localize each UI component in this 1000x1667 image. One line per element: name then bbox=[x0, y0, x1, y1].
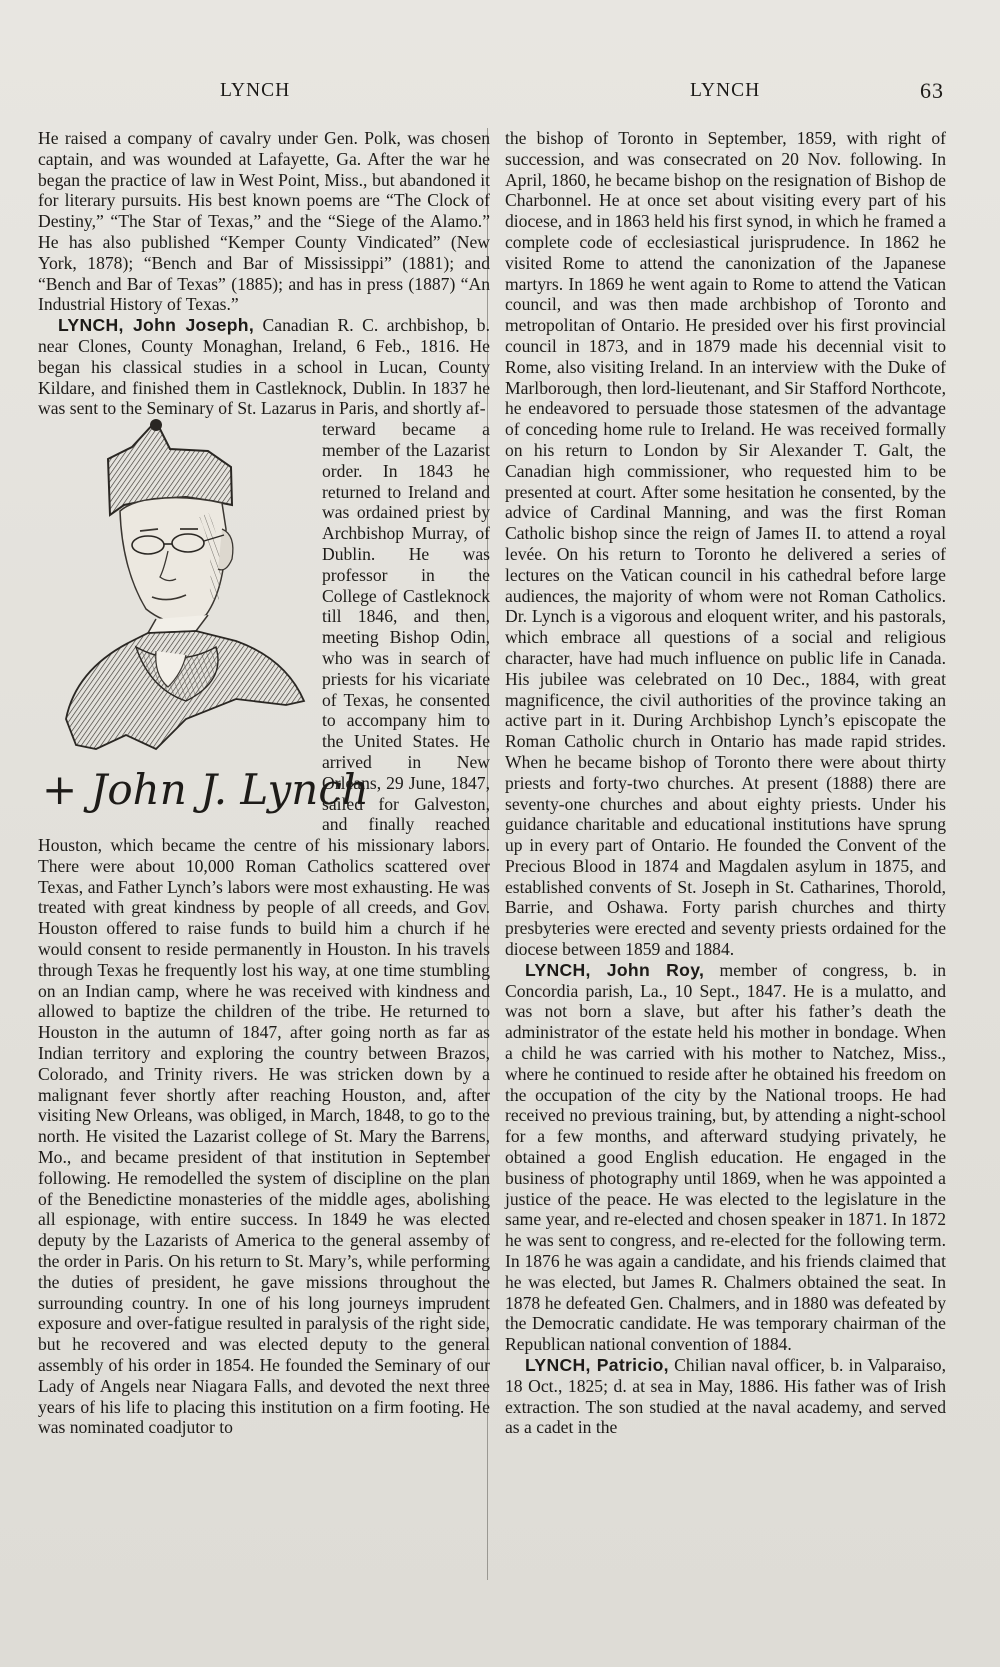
headword: LYNCH, John Roy, bbox=[525, 959, 705, 980]
entry-text-continued: terward became a member of the Lazarist order. In 1843 he returned to Ireland and was ordained priest by Archbishop Murray, of Dublin. He was professor in the College of Castleknock till 1846, and then, meeting Bishop Odin, who was in search of priests for his vicariate of Texas, he consented to accompany him to the United States. He arrived in New Orleans, 29 June, 1847, sailed for Galveston, and finally reached Houston, which became the centre of his missionary labors. There were about 10,000 Roman Catholics scattered over Texas, and Father Lynch’s labors were most exhausting. He was treated with great kindness by people of all creeds, and Gov. Houston offered to raise funds to build him a church if he would consent to reside permanently in Houston. In his travels through Texas he frequently lost his way, at one time stumbling on an Indian camp, where he was received with kindness and allowed to baptize the children of the tribe. He returned to Houston in the autumn of 1847, after going north as far as Indian territory and exploring the country between Brazos, Colorado, and Trinity rivers. He was stricken down by a malignant fever shortly after reaching Houston, and, after visiting New Orleans, was obliged, in March, 1848, to go to the north. He visited the Lazarist college of St. Mary the Barrens, Mo., and became president of that institution in September following. He remodelled the system of discipline on the plan of the Benedictine monasteries of the middle ages, abolishing all espionage, with entire success. In 1849 he was elected deputy by the Lazarists of America to the general assemby of the order in Paris. On his return to St. Mary’s, while performing the duties of president, he gave missions throughout the surrounding country. In one of his long journeys imprudent exposure and over-fatigue resulted in paralysis of the right side, but he recovered and was elected deputy to the general assembly of his order in 1854. He founded the Seminary of our Lady of Angels near Niagara Falls, and devoted the next three years of his life to placing this institution on a firm footing. He was nominated coadjutor to bbox=[38, 419, 490, 1438]
headword: LYNCH, John Joseph, bbox=[58, 315, 255, 336]
left-column bbox=[38, 128, 490, 1438]
right-column bbox=[505, 128, 946, 1438]
entry-continuation: He raised a company of cavalry under Gen. Polk, was chosen captain, and was wounded at Lafayette, Ga. After the war he began the practice of law in West Point, Miss., but abandoned it for literary pursuits. His best known poems are “The Clock of Destiny,” “The Star of Texas,” and the “Siege of the Alamo.” He has also published “Kemper County Vindicated” (New York, 1878); “Bench and Bar of Mississippi” (1881); and “Bench and Bar of Texas” (1885); and has in press (1887) “An Industrial History of Texas.” bbox=[38, 128, 490, 315]
entry-text: Canadian R. C. archbishop, b. near Clones, County Monaghan, Ireland, 6 Feb., 1816. He began his classical studies in a school in Lucan, County Kildare, and finished them in Castleknock, Dublin. In 1837 he was sent to the Seminary of St. Lazarus in Paris, and shortly af- bbox=[38, 315, 491, 419]
entry-lynch-john-joseph bbox=[38, 315, 490, 419]
entry-text-continued: the bishop of Toronto in September, 1859, with right of succession, and was consecrated on 20 Nov. following. In April, 1860, he became bishop on the resignation of Bishop de Charbonnel. He at once set about visiting every part of his diocese, and in 1863 held his first synod, in which he framed a complete code of ecclesiastical jurisprudence. In 1862 he visited Rome to attend the canonization of the Japanese martyrs. In 1869 he went again to Rome to attend the Vatican council, and was then made archbishop of Toronto and metropolitan of Ontario. He presided over his first provincial council in 1873, and in 1879 made his decennial visit to Rome, also visiting Ireland. In an interview with the Duke of Marlborough, then lord-lieutenant, and Sir Stafford Northcote, he endeavored to persuade those statesmen of the advantage of conceding home rule to Ireland. He was received formally on his return to London by Sir Alexander T. Galt, the Canadian high commissioner, who requested him to be presented at court. After some hesitation he consented, by the advice of Cardinal Manning, and was the first Roman Catholic bishop since the reign of James II. to attend a royal levée. On his return to Toronto he delivered a series of lectures on the Vatican council in his cathedral before large audiences, the majority of whom were not Roman Catholics. Dr. Lynch is a vigorous and eloquent writer, and his pastorals, which embrace all questions of a social and religious character, have had much influence on public life in Canada. His jubilee was celebrated on 10 Dec., 1884, with great magnificence, the civil authorities of the province taking an active part in it. During Archbishop Lynch’s episcopate the Roman Catholic church in Ontario has made rapid strides. When he became bishop of Toronto there were about thirty priests and forty-two churches. At present (1888) there are seventy-one churches and about eighty priests. Under his guidance charitable and educational institutions have sprung up in every part of Ontario. He founded the Convent of the Precious Blood in 1874 and Magdalen asylum in 1875, and established convents of St. Joseph in St. Catharines, Thorold, Barrie, and Oshawa. Forty parish churches and thirty presbyteries were erected and seventy priests ordained for the diocese between 1859 and 1884. bbox=[505, 128, 946, 960]
running-header bbox=[0, 74, 1000, 104]
portrait-image bbox=[36, 419, 369, 831]
page-number: 63 bbox=[920, 78, 944, 103]
entry-text: member of congress, b. in Concordia parish, La., 10 Sept., 1847. He is a mulatto, and was not born a slave, but after his father’s death the administrator of the estate held his mother in bondage. When a child he was carried with his mother to Natchez, Miss., where he continued to reside after he obtained his freedom on the occupation of the city by the National troops. He had received no previous training, but, by attending a night-school for a few months, and afterward studying privately, he obtained a good English education. He engaged in the business of photography until 1869, when he was appointed a justice of the peace. He was elected to the legislature in the same year, and re-elected and chosen speaker in 1871. In 1872 he was sent to congress, and re-elected for the following term. In 1876 he was again a candidate, and his friends claimed that he was elected, but James R. Chalmers obtained the seat. In 1878 he defeated Gen. Chalmers, and in 1880 was defeated by the Democratic candidate. He was temporary chairman of the Republican national convention of 1884. bbox=[505, 959, 946, 1355]
headword: LYNCH, Patricio, bbox=[525, 1355, 669, 1376]
running-head-left: LYNCH bbox=[220, 80, 291, 101]
running-head-right: LYNCH bbox=[690, 80, 761, 101]
entry-lynch-john-roy bbox=[505, 960, 946, 1355]
entry-lynch-patricio bbox=[505, 1355, 946, 1438]
signature: + John J. Lynch bbox=[42, 765, 369, 815]
portrait-engraving bbox=[36, 419, 369, 831]
entry-text: Chilian naval officer, b. in Valparaiso, 18 Oct., 1825; d. at sea in May, 1886. His father was of Irish extraction. The son studied at the naval academy, and served as a cadet in the bbox=[505, 1355, 946, 1438]
